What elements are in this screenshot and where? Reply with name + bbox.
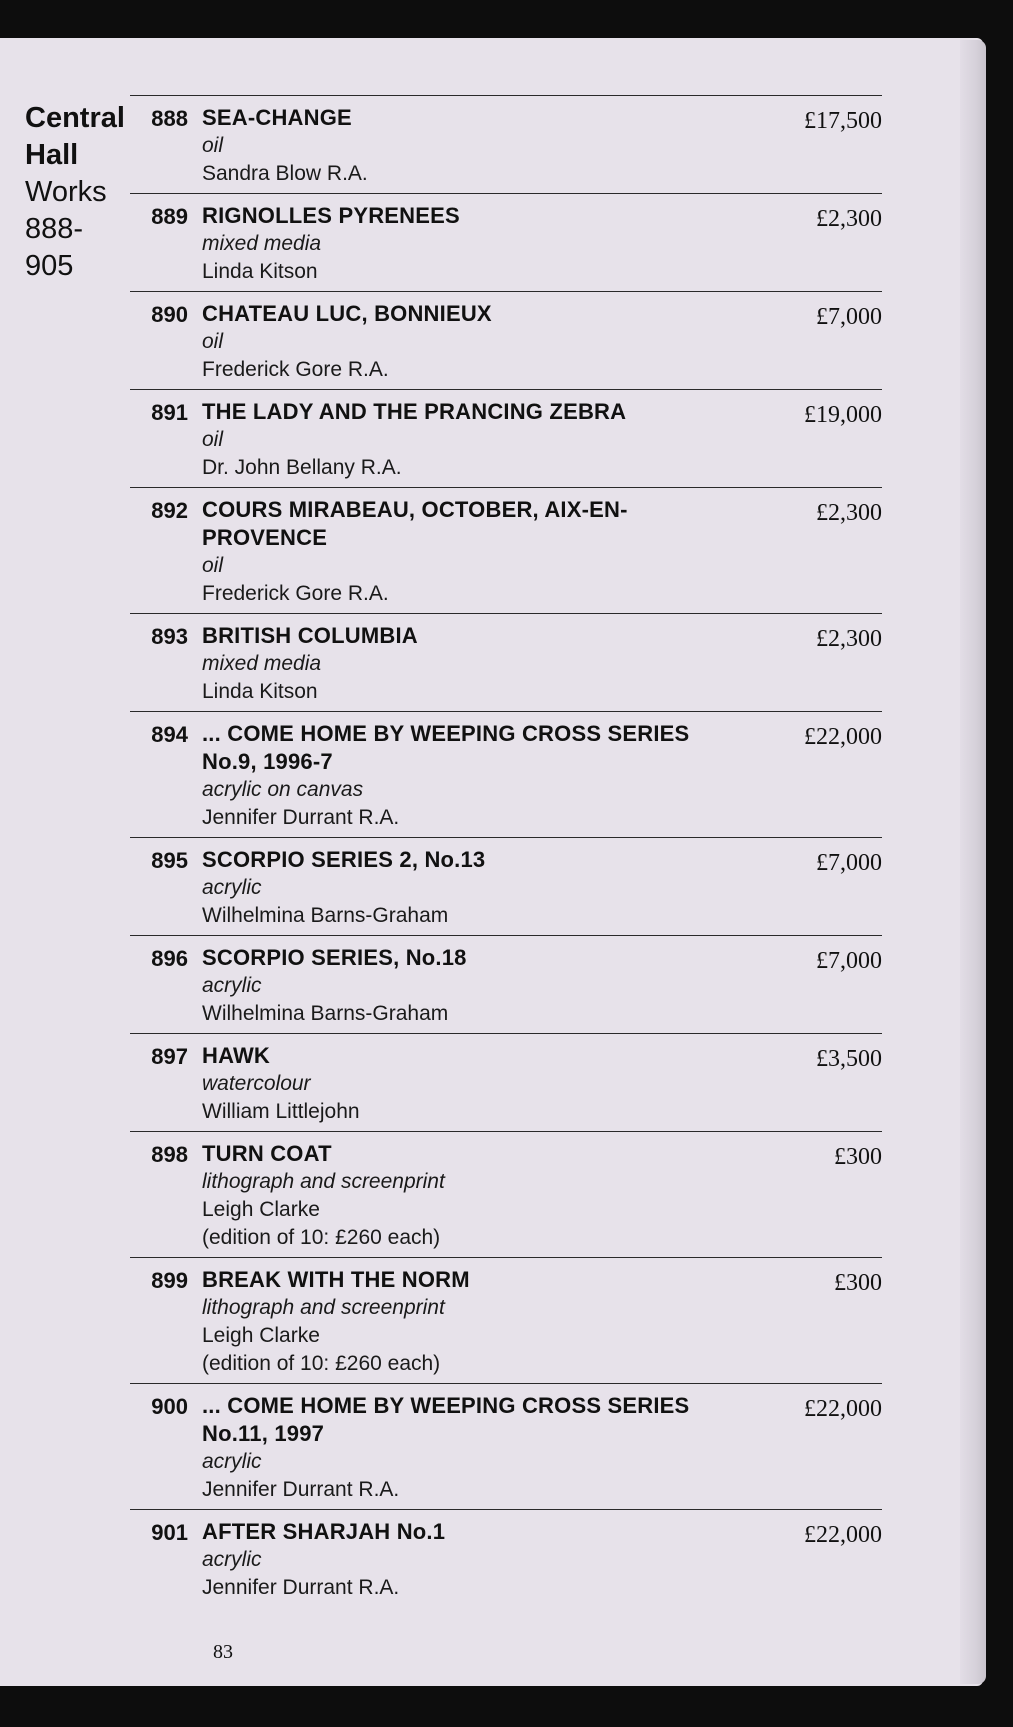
catalogue-entry bbox=[130, 1257, 882, 1383]
entry-artist: Leigh Clarke bbox=[202, 1198, 320, 1221]
entry-note: (edition of 10: £260 each) bbox=[202, 1226, 441, 1249]
entry-title: SCORPIO SERIES, No.18 bbox=[202, 945, 467, 970]
entry-medium: acrylic bbox=[202, 876, 262, 899]
entry-medium: watercolour bbox=[202, 1072, 311, 1095]
entry-price: £17,500 bbox=[804, 108, 882, 134]
entry-body bbox=[202, 202, 732, 286]
entry-medium: oil bbox=[202, 134, 224, 157]
entry-artist: Jennifer Durrant R.A. bbox=[202, 1478, 400, 1501]
entry-body bbox=[202, 1392, 732, 1504]
entry-artist: Jennifer Durrant R.A. bbox=[202, 1576, 400, 1599]
entry-number: 895 bbox=[151, 848, 188, 873]
entry-number: 899 bbox=[151, 1268, 188, 1293]
entry-number: 889 bbox=[151, 204, 188, 229]
entry-medium: mixed media bbox=[202, 232, 322, 255]
entry-artist: Dr. John Bellany R.A. bbox=[202, 456, 402, 479]
entry-price: £2,300 bbox=[816, 206, 882, 232]
page-edge bbox=[960, 40, 986, 1684]
catalogue-entry bbox=[130, 95, 882, 193]
entry-number: 888 bbox=[151, 106, 188, 131]
entry-artist: Linda Kitson bbox=[202, 260, 318, 283]
entry-artist: Wilhelmina Barns-Graham bbox=[202, 904, 449, 927]
entry-number: 892 bbox=[151, 498, 188, 523]
entry-number: 896 bbox=[151, 946, 188, 971]
catalogue-entry bbox=[130, 613, 882, 711]
page-number: 83 bbox=[213, 1641, 233, 1663]
entry-number: 900 bbox=[151, 1394, 188, 1419]
entry-medium: acrylic bbox=[202, 1450, 262, 1473]
entry-price: £22,000 bbox=[804, 1396, 882, 1422]
entry-price: £3,500 bbox=[816, 1046, 882, 1072]
entry-price: £7,000 bbox=[816, 304, 882, 330]
entry-body bbox=[202, 846, 732, 930]
entry-title: COURS MIRABEAU, OCTOBER, AIX-EN-PROVENCE bbox=[202, 497, 628, 550]
catalogue-entry bbox=[130, 1509, 882, 1607]
catalogue-entry bbox=[130, 1383, 882, 1509]
entry-body bbox=[202, 1042, 732, 1126]
entry-number: 891 bbox=[151, 400, 188, 425]
entry-price: £7,000 bbox=[816, 850, 882, 876]
entry-medium: mixed media bbox=[202, 652, 322, 675]
entry-price: £2,300 bbox=[816, 626, 882, 652]
entry-title: AFTER SHARJAH No.1 bbox=[202, 1519, 446, 1544]
entry-list bbox=[130, 95, 882, 1607]
entry-number: 890 bbox=[151, 302, 188, 327]
entry-artist: Frederick Gore R.A. bbox=[202, 582, 389, 605]
entry-artist: Sandra Blow R.A. bbox=[202, 162, 368, 185]
entry-body bbox=[202, 1266, 732, 1378]
entry-medium: acrylic bbox=[202, 1548, 262, 1571]
entry-number: 898 bbox=[151, 1142, 188, 1167]
entry-body bbox=[202, 1140, 732, 1252]
catalogue-entry bbox=[130, 1131, 882, 1257]
catalogue-page bbox=[0, 38, 983, 1686]
entry-body bbox=[202, 496, 732, 608]
catalogue-entry bbox=[130, 711, 882, 837]
entry-price: £7,000 bbox=[816, 948, 882, 974]
entry-body bbox=[202, 104, 732, 188]
catalogue-entry bbox=[130, 487, 882, 613]
entry-title: BRITISH COLUMBIA bbox=[202, 623, 418, 648]
entry-title: HAWK bbox=[202, 1043, 271, 1068]
entry-artist: Wilhelmina Barns-Graham bbox=[202, 1002, 449, 1025]
entry-price: £19,000 bbox=[804, 402, 882, 428]
entry-title: TURN COAT bbox=[202, 1141, 332, 1166]
entry-body bbox=[202, 622, 732, 706]
entry-number: 894 bbox=[151, 722, 188, 747]
catalogue-entry bbox=[130, 1033, 882, 1131]
entry-price: £300 bbox=[834, 1270, 882, 1296]
entry-number: 897 bbox=[151, 1044, 188, 1069]
entry-title: SCORPIO SERIES 2, No.13 bbox=[202, 847, 486, 872]
entry-price: £22,000 bbox=[804, 1522, 882, 1548]
catalogue-entry bbox=[130, 291, 882, 389]
section-heading-title: Central Hall bbox=[25, 102, 125, 171]
entry-number: 893 bbox=[151, 624, 188, 649]
entry-title: BREAK WITH THE NORM bbox=[202, 1267, 470, 1292]
catalogue-entry bbox=[130, 837, 882, 935]
entry-medium: acrylic bbox=[202, 974, 262, 997]
entry-number: 901 bbox=[151, 1520, 188, 1545]
entry-title: ... COME HOME BY WEEPING CROSS SERIES No.11, 1997 bbox=[202, 1393, 690, 1446]
entry-artist: Frederick Gore R.A. bbox=[202, 358, 389, 381]
entry-title: CHATEAU LUC, BONNIEUX bbox=[202, 301, 492, 326]
entry-medium: oil bbox=[202, 428, 224, 451]
entry-body bbox=[202, 1518, 732, 1602]
entry-body bbox=[202, 944, 732, 1028]
entry-artist: Linda Kitson bbox=[202, 680, 318, 703]
entry-medium: lithograph and screenprint bbox=[202, 1296, 445, 1319]
section-heading bbox=[25, 100, 125, 285]
entry-note: (edition of 10: £260 each) bbox=[202, 1352, 441, 1375]
entry-price: £22,000 bbox=[804, 724, 882, 750]
entry-title: THE LADY AND THE PRANCING ZEBRA bbox=[202, 399, 627, 424]
entry-title: SEA-CHANGE bbox=[202, 105, 352, 130]
catalogue-entry bbox=[130, 935, 882, 1033]
entry-medium: oil bbox=[202, 330, 224, 353]
entry-medium: oil bbox=[202, 554, 224, 577]
entry-artist: Leigh Clarke bbox=[202, 1324, 320, 1347]
catalogue-entry bbox=[130, 193, 882, 291]
entry-price: £2,300 bbox=[816, 500, 882, 526]
entry-body bbox=[202, 300, 732, 384]
entry-medium: lithograph and screenprint bbox=[202, 1170, 445, 1193]
entry-body bbox=[202, 398, 732, 482]
section-heading-range: Works 888-905 bbox=[25, 176, 107, 282]
entry-body bbox=[202, 720, 732, 832]
catalogue-entry bbox=[130, 389, 882, 487]
entry-artist: Jennifer Durrant R.A. bbox=[202, 806, 400, 829]
entry-artist: William Littlejohn bbox=[202, 1100, 360, 1123]
entry-title: RIGNOLLES PYRENEES bbox=[202, 203, 460, 228]
entry-title: ... COME HOME BY WEEPING CROSS SERIES No.9, 1996-7 bbox=[202, 721, 690, 774]
entry-price: £300 bbox=[834, 1144, 882, 1170]
entry-medium: acrylic on canvas bbox=[202, 778, 364, 801]
